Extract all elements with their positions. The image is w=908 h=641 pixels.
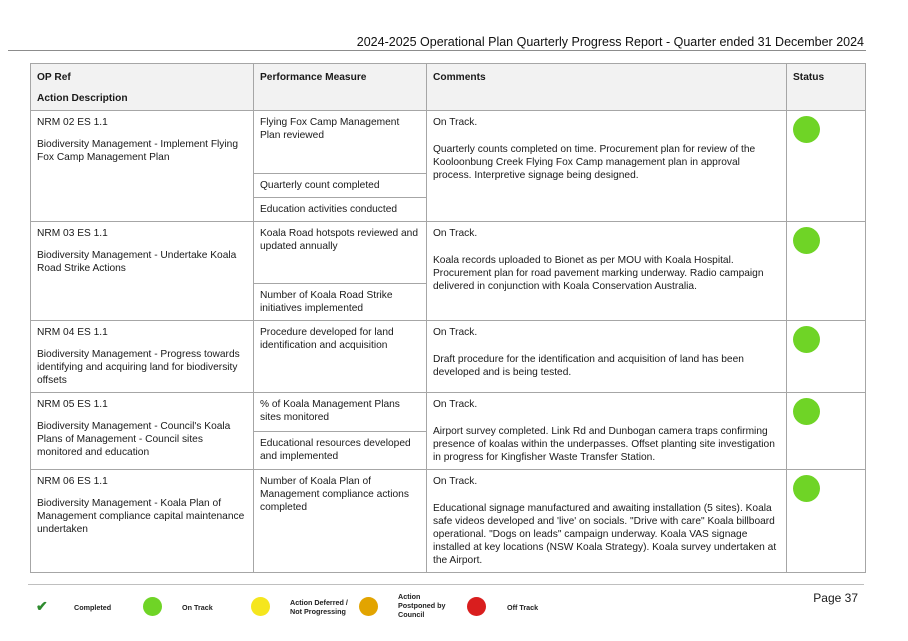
op-ref: NRM 02 ES 1.1 [37,117,108,128]
op-ref: NRM 05 ES 1.1 [37,399,108,410]
report-title: 2024-2025 Operational Plan Quarterly Progress Report - Quarter ended 31 December 2024 [356,35,864,49]
action-description: Biodiversity Management - Undertake Koala Road Strike Actions [37,250,237,274]
status-cell [787,393,866,470]
performance-measure: Flying Fox Camp Management Plan reviewed [254,111,427,174]
op-ref-label: OP Ref [37,72,71,83]
op-ref: NRM 06 ES 1.1 [37,476,108,487]
table-row [31,222,866,284]
legend-label-completed: Completed [74,603,112,612]
status-on-track-icon [793,227,820,254]
status-cell [787,321,866,393]
status-on-track-icon [793,116,820,143]
performance-measure: % of Koala Management Plans sites monitored [254,393,427,432]
action-cell [31,321,254,393]
action-description: Biodiversity Management - Progress towards identifying and acquiring land for biodiversity offsets [37,349,240,386]
performance-measure: Number of Koala Plan of Management compliance actions completed [254,470,427,573]
comment-status-text: On Track. [433,327,478,338]
comment-status-text: On Track. [433,476,478,487]
header-divider [8,50,866,51]
legend-label-on-track: On Track [182,603,213,612]
column-header-op-ref [31,64,254,111]
action-description-label: Action Description [37,93,128,104]
action-cell [31,222,254,321]
status-cell [787,470,866,573]
table-row [31,470,866,573]
footer-divider [28,584,864,585]
performance-measure: Koala Road hotspots reviewed and updated annually [254,222,427,284]
performance-measure: Procedure developed for land identification and acquisition [254,321,427,393]
action-cell [31,393,254,470]
table-header-row [31,64,866,111]
comment-text: Draft procedure for the identification and acquisition of land has been developed and is being tested. [433,354,744,378]
column-header-performance-measure: Performance Measure [254,64,427,111]
legend-label-deferred: Action Deferred / Not Progressing [290,598,348,616]
status-cell [787,222,866,321]
performance-measure: Quarterly count completed [254,174,427,198]
amber-dot-icon [359,597,378,616]
status-on-track-icon [793,475,820,502]
performance-measure: Educational resources developed and implemented [254,431,427,470]
action-description: Biodiversity Management - Implement Flying Fox Camp Management Plan [37,139,238,163]
comment-text: Educational signage manufactured and awaiting installation (5 sites). Koala safe videos developed and 'live' on socials. "Drive with care" Koala billboard operational. "Dogs on leads" campaign underway. Koala VAS signage installed at key locations (NSW Koala Strategy). Koala survey undertaken at the Airport. [433,503,777,566]
comment-status-text: On Track. [433,117,478,128]
progress-table [30,63,866,573]
column-header-status: Status [787,64,866,111]
column-header-comments: Comments [427,64,787,111]
comment-text: Koala records uploaded to Bionet as per MOU with Koala Hospital. Procurement plan for road pavement marking underway. Radio campaign delivered in conjunction with Koala Conservation Australia. [433,255,764,292]
table-row [31,321,866,393]
page-number: Page 37 [813,591,858,605]
yellow-dot-icon [251,597,270,616]
legend-label-off-track: Off Track [507,603,539,612]
comments-cell [427,470,787,573]
comments-cell [427,321,787,393]
comment-text: Airport survey completed. Link Rd and Dunbogan camera traps confirming presence of koalas within the underpasses. Offset planting site investigation in progress for Kingfisher Waste Transfer Station. [433,426,775,463]
action-description: Biodiversity Management - Council's Koala Plans of Management - Council sites monitored and education [37,421,231,458]
action-description: Biodiversity Management - Koala Plan of Management compliance capital maintenance undertaken [37,498,245,535]
status-cell [787,111,866,222]
status-legend [30,592,590,628]
red-dot-icon [467,597,486,616]
check-icon: ✔ [36,598,48,614]
comments-cell [427,111,787,222]
comment-status-text: On Track. [433,399,478,410]
performance-measure: Education activities conducted [254,198,427,222]
op-ref: NRM 03 ES 1.1 [37,228,108,239]
performance-measure: Number of Koala Road Strike initiatives implemented [254,284,427,321]
comments-cell [427,393,787,470]
comment-text: Quarterly counts completed on time. Procurement plan for review of the Kooloonbung Creek Flying Fox Camp management plan in approval process. Interpretive signage being designed. [433,144,756,181]
comments-cell [427,222,787,321]
action-cell [31,111,254,222]
op-ref: NRM 04 ES 1.1 [37,327,108,338]
comment-status-text: On Track. [433,228,478,239]
action-cell [31,470,254,573]
green-dot-icon [143,597,162,616]
legend-label-postponed: Action Postponed by Council [398,592,446,619]
status-on-track-icon [793,398,820,425]
table-row [31,111,866,174]
status-on-track-icon [793,326,820,353]
table-row [31,393,866,432]
